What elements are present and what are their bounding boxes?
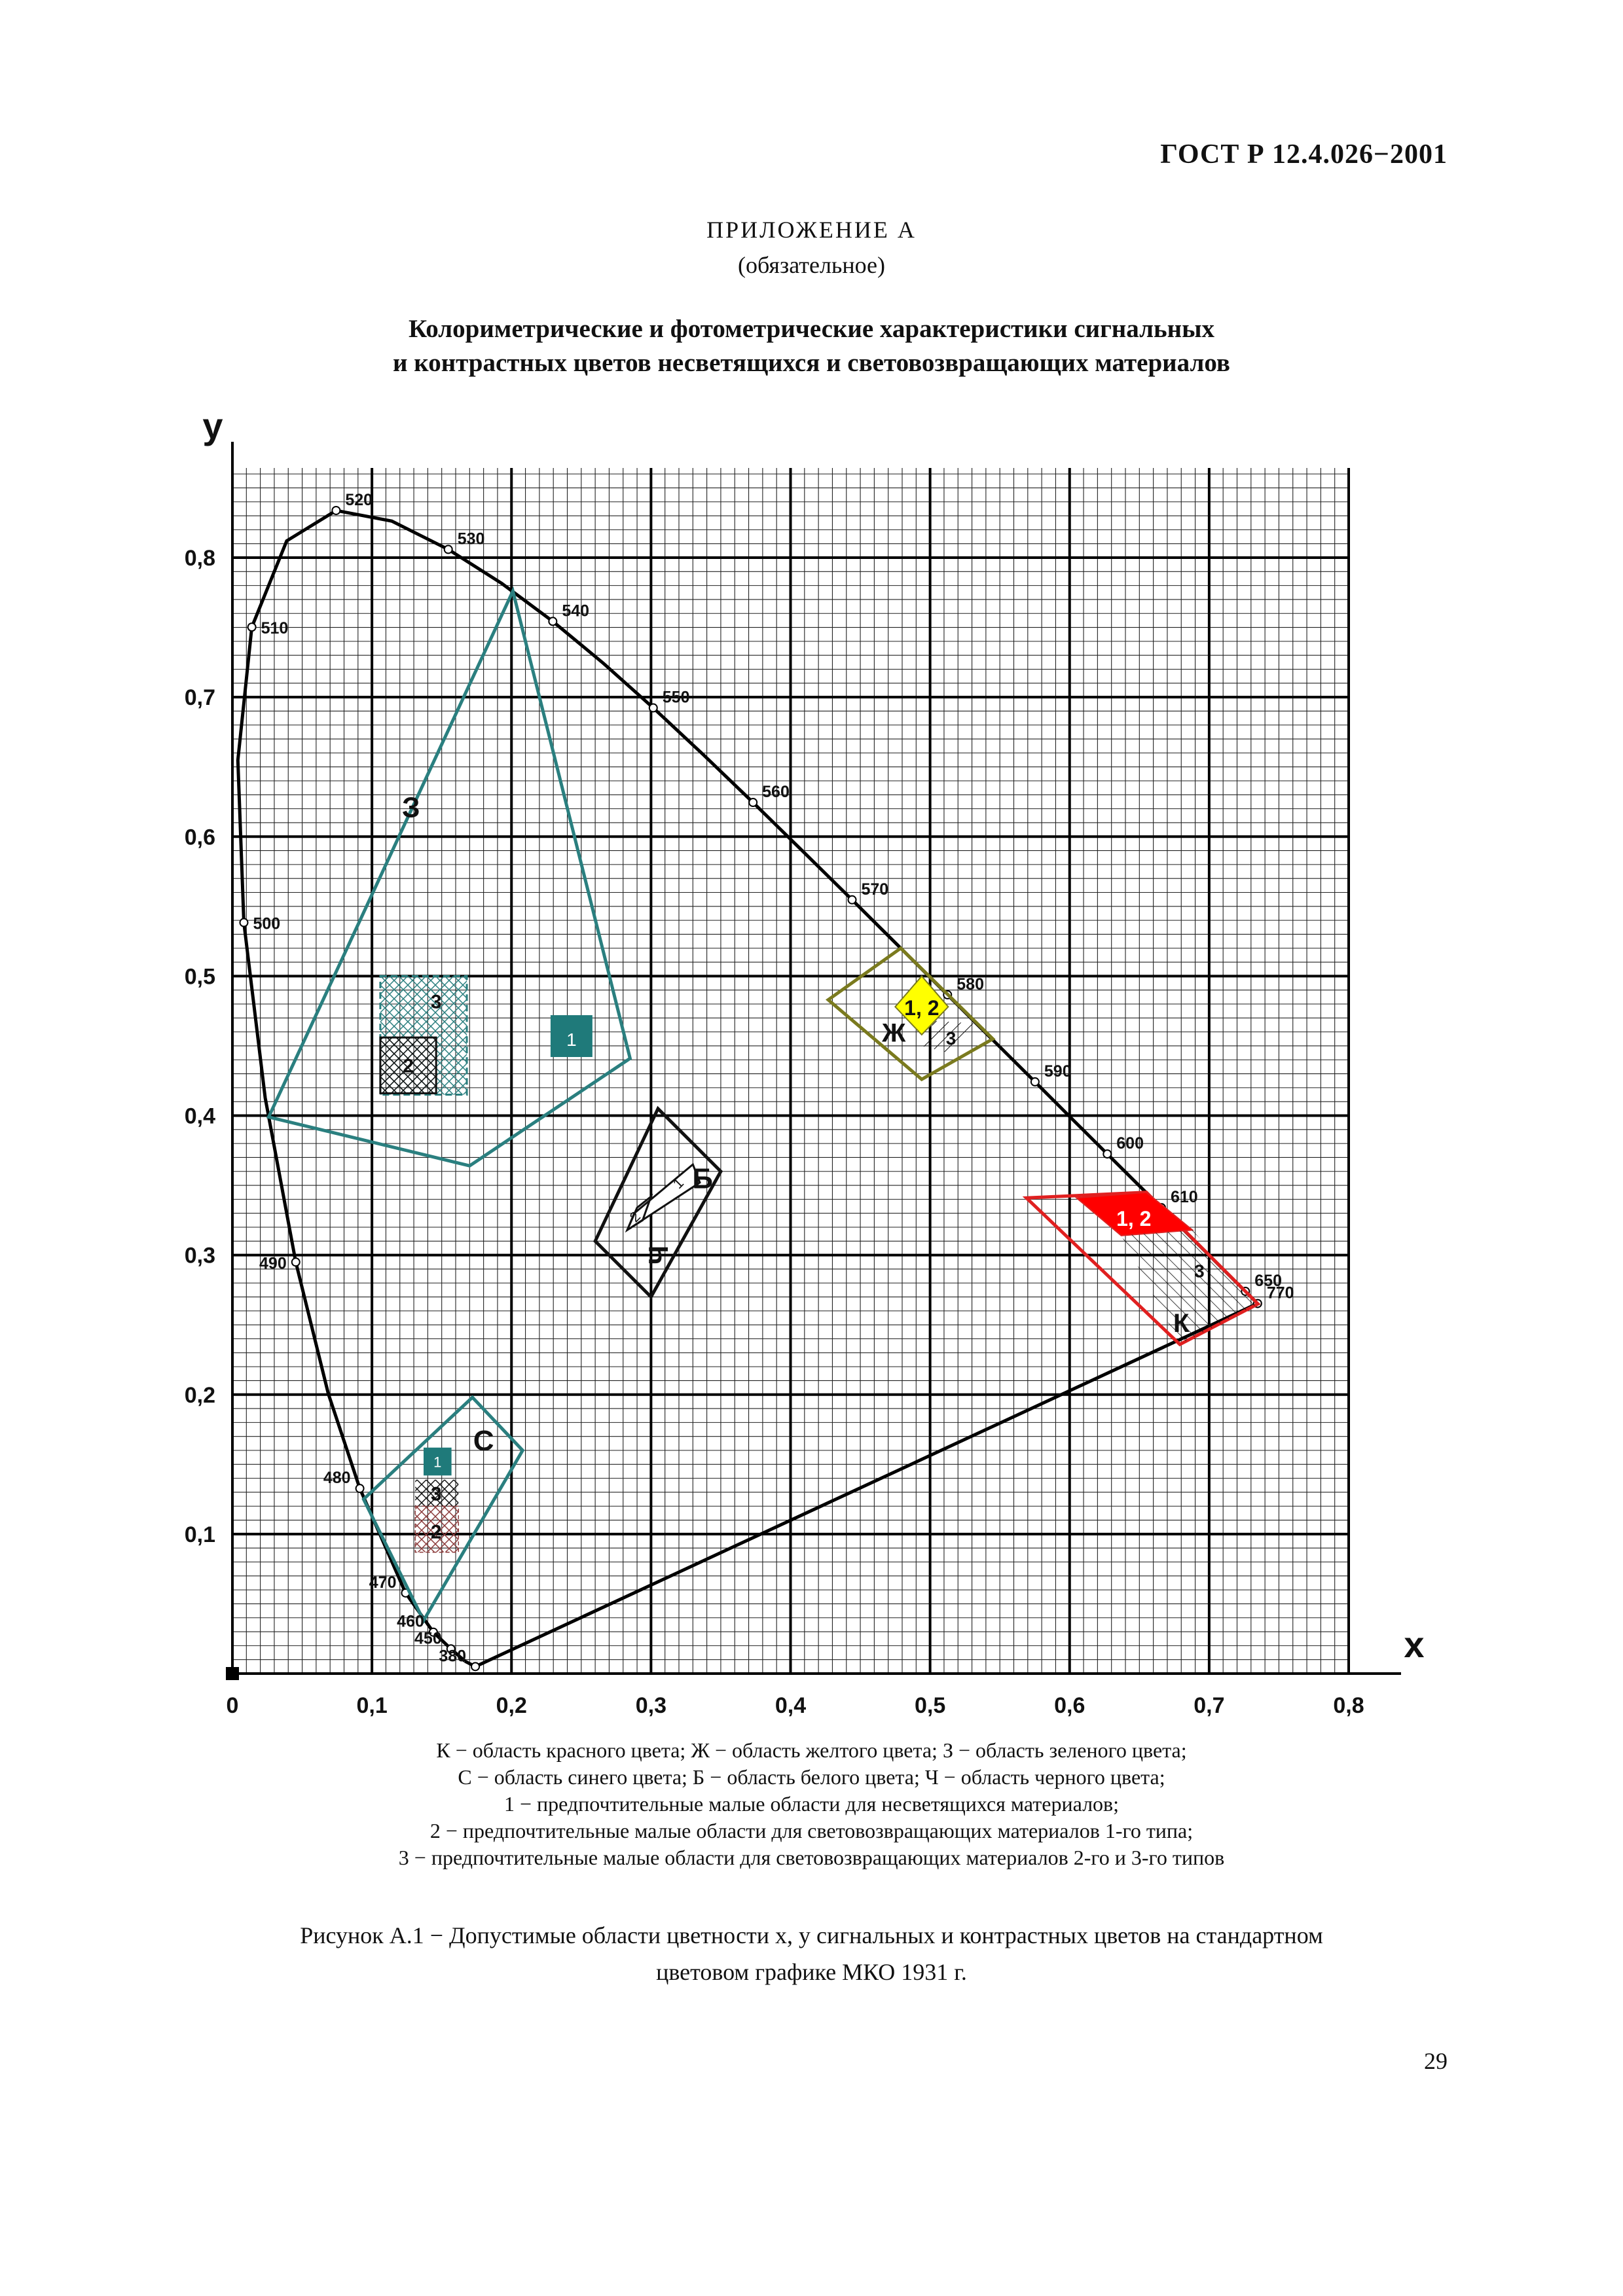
x-tick-label: 0,3 (635, 1693, 667, 1718)
wavelength-tick (749, 798, 757, 806)
wavelength-tick (248, 623, 256, 631)
area-label-red-3: 3 (1194, 1261, 1205, 1282)
y-tick-label: 0,8 (184, 546, 215, 571)
area-label-blue-1: 1 (433, 1454, 442, 1471)
legend-line-5: 3 − предпочтительные малые области для световозвращающих материалов 2-го и 3-го типов (398, 1846, 1225, 1869)
wavelength-label: 580 (957, 975, 984, 994)
x-tick-label: 0,1 (356, 1693, 388, 1718)
x-tick-label: 0,8 (1333, 1693, 1364, 1718)
x-tick-label: 0,2 (496, 1693, 527, 1718)
appendix-subtitle: (обязательное) (738, 252, 885, 278)
wavelength-tick (649, 704, 657, 712)
legend-line-4: 2 − предпочтительные малые области для световозвращающих материалов 1-го типа; (429, 1819, 1194, 1842)
wavelength-label: 530 (457, 529, 485, 548)
y-tick-label: 0,7 (184, 685, 215, 711)
x-tick-label: 0,7 (1194, 1693, 1225, 1718)
x-tick-label: 0,5 (914, 1693, 946, 1718)
area-label-yellow-3: 3 (945, 1028, 957, 1049)
region-label-white: Б (692, 1162, 714, 1195)
legend-line-3: 1 − предпочтительные малые области для несветящихся материалов; (503, 1792, 1120, 1816)
color-regions (268, 591, 1258, 1621)
x-axis-label: x (1404, 1624, 1425, 1665)
origin-marker (226, 1667, 239, 1680)
wavelength-tick (332, 507, 340, 514)
wavelength-tick (240, 919, 247, 927)
y-tick-label: 0,5 (184, 964, 215, 990)
area-label-green-2: 2 (403, 1055, 414, 1077)
red-area-3 (1122, 1230, 1258, 1344)
x-tick-label: 0,6 (1054, 1693, 1085, 1718)
y-tick-label: 0,1 (184, 1522, 215, 1547)
wavelength-tick (1103, 1150, 1111, 1158)
region-label-green: З (402, 791, 420, 824)
y-tick-label: 0,6 (184, 825, 215, 850)
wavelength-label: 470 (369, 1573, 397, 1592)
wavelength-label: 600 (1116, 1134, 1144, 1153)
wavelength-label: 550 (662, 688, 690, 707)
figure-caption-line-1: Рисунок А.1 − Допустимые области цветности x, y сигнальных и контрастных цветов на стандартном (300, 1922, 1323, 1948)
wavelength-tick (445, 545, 452, 553)
wavelength-tick (1031, 1078, 1039, 1086)
wavelength-tick (549, 617, 556, 625)
y-tick-label: 0,4 (184, 1103, 215, 1129)
wavelength-label: 610 (1170, 1188, 1198, 1207)
purple-line (475, 1304, 1258, 1667)
legend-line-2: С − область синего цвета; Б − область белого цвета; Ч − область черного цвета; (458, 1765, 1165, 1789)
wavelength-label: 770 (1266, 1283, 1294, 1302)
area-label-blue-3: 3 (430, 1483, 442, 1505)
y-tick-label: 0,2 (184, 1382, 215, 1408)
region-label-red: К (1173, 1308, 1190, 1338)
standard-number: ГОСТ Р 12.4.026−2001 (1160, 139, 1448, 170)
wavelength-label: 650 (1254, 1272, 1283, 1291)
page-number: 29 (1424, 2048, 1448, 2074)
wavelength-label: 450 (414, 1629, 442, 1648)
wavelength-tick (292, 1258, 300, 1266)
wavelength-label: 480 (323, 1469, 351, 1488)
area-label-white-1: 1 (669, 1174, 687, 1193)
wavelength-label: 560 (762, 783, 790, 802)
wavelength-label: 380 (439, 1647, 467, 1666)
appendix-heading-line-2: и контрастных цветов несветящихся и световозвращающих материалов (393, 349, 1230, 377)
wavelength-label: 540 (562, 601, 590, 620)
wavelength-tick (471, 1662, 479, 1670)
wavelength-label: 460 (397, 1612, 424, 1631)
y-tick-label: 0,3 (184, 1243, 215, 1268)
wavelength-label: 510 (261, 619, 289, 638)
wavelength-tick (848, 896, 856, 904)
area-label-green-3: 3 (430, 991, 442, 1013)
wavelength-label: 570 (861, 880, 889, 899)
region-label-yellow: Ж (882, 1018, 906, 1048)
x-tick-label: 0 (226, 1693, 239, 1718)
wavelength-label: 590 (1044, 1062, 1072, 1081)
area-label-green-1: 1 (566, 1029, 577, 1050)
area-label-white-2: 2 (626, 1208, 644, 1226)
region-label-blue: С (473, 1425, 494, 1457)
wavelength-label: 520 (345, 490, 373, 509)
region-label-black: Ч (642, 1245, 674, 1265)
y-axis-label: y (202, 405, 223, 446)
area-label-yellow-1-2: 1, 2 (904, 996, 939, 1020)
area-label-red-1-2: 1, 2 (1116, 1206, 1152, 1230)
x-tick-label: 0,4 (775, 1693, 807, 1718)
wavelength-label: 500 (253, 914, 281, 933)
figure-caption-line-2: цветовом графике МКО 1931 г. (656, 1959, 967, 1985)
legend-line-1: К − область красного цвета; Ж − область желтого цвета; З − область зеленого цвета; (436, 1738, 1187, 1762)
area-label-blue-2: 2 (430, 1521, 442, 1543)
wavelength-tick (356, 1484, 364, 1492)
appendix-title: ПРИЛОЖЕНИЕ А (706, 217, 917, 243)
appendix-heading-line-1: Колориметрические и фотометрические характеристики сигнальных (408, 315, 1215, 343)
wavelength-label: 490 (259, 1254, 287, 1273)
